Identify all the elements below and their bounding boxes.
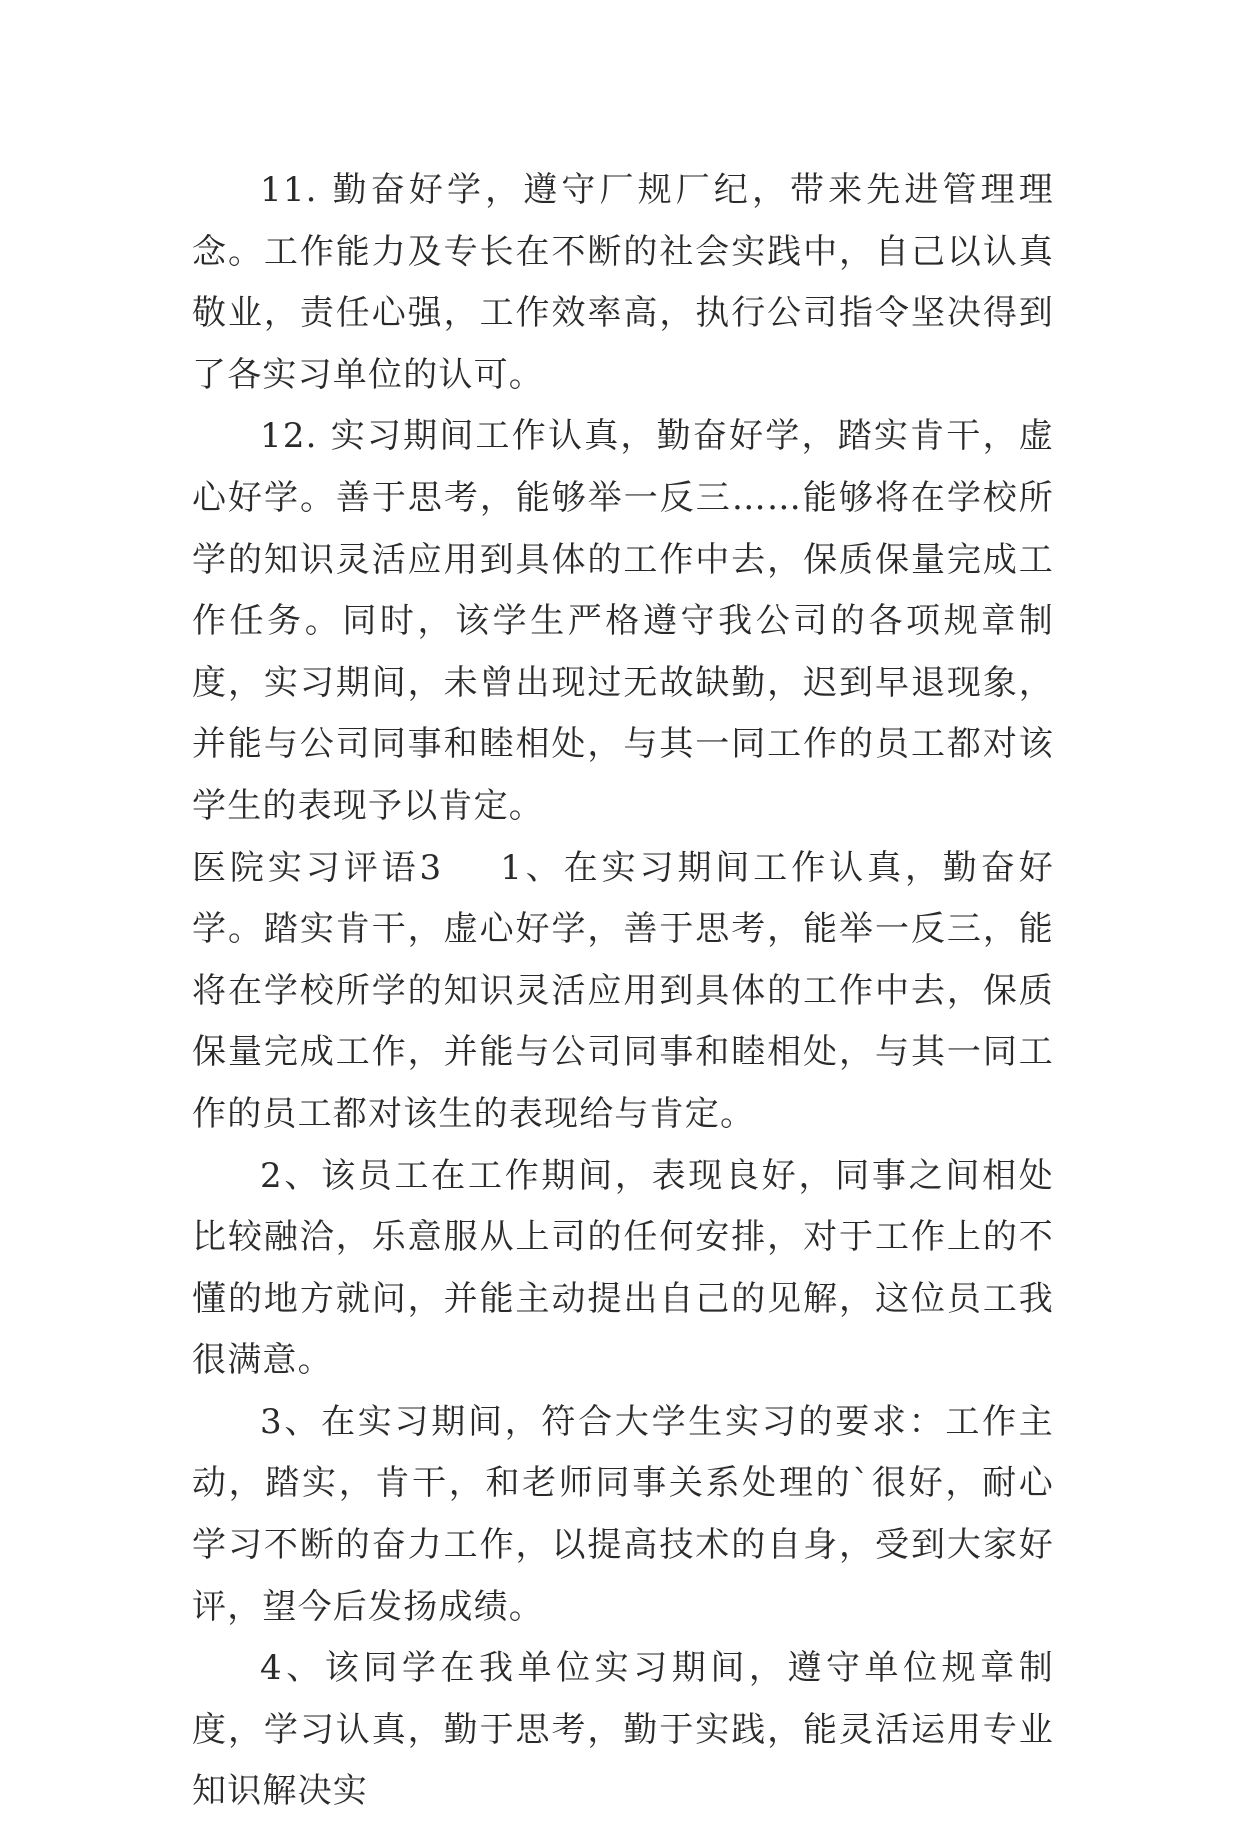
section-heading: 医院实习评语3 [192,847,443,888]
paragraph-11: 11. 勤奋好学，遵守厂规厂纪，带来先进管理理念。工作能力及专长在不断的社会实践中，自己以认真敬业，责任心强，工作效率高，执行公司指令坚决得到了各实习单位的认可。 [192,170,1054,395]
item-2: 2、该员工在工作期间，表现良好，同事之间相处比较融洽，乐意服从上司的任何安排，对于工作上的不懂的地方就问，并能主动提出自己的见解，这位员工我很满意。 [192,1155,1054,1381]
item-3: 3、在实习期间，符合大学生实习的要求：工作主动，踏实，肯干，和老师同事关系处理的`很好，耐心学习不断的奋力工作，以提高技术的自身，受到大家好评，望今后发扬成绩。 [192,1401,1054,1627]
item-4: 4、该同学在我单位实习期间，遵守单位规章制度，学习认真，勤于思考，勤于实践，能灵活运用专业知识解决实 [192,1648,1054,1812]
section-paragraph [192,838,1054,1146]
document-body [192,160,1054,1823]
section-item-1: 1、在实习期间工作认真，勤奋好学。踏实肯干，虚心好学，善于思考，能举一反三，能将在学校所学的知识灵活应用到具体的工作中去，保质保量完成工作，并能与公司同事和睦相处，与其一同工作的员工都对该生的表现给与肯定。 [192,847,1054,1134]
paragraph-12: 12. 实习期间工作认真，勤奋好学，踏实肯干，虚心好学。善于思考，能够举一反三……能够将在学校所学的知识灵活应用到具体的工作中去，保质保量完成工作任务。同时，该学生严格遵守我公司的各项规章制度，实习期间，未曾出现过无故缺勤，迟到早退现象，并能与公司同事和睦相处，与其一同工作的员工都对该学生的表现予以肯定。 [192,416,1054,826]
